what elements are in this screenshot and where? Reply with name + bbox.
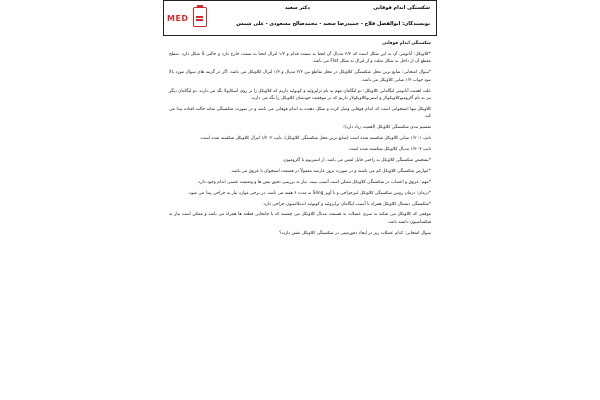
paragraph: کلاویکل تنها استخوانی است که اندام فوقانی وصل کرده و شکل دهنده به اندام فوقانی می باشد و در صورت شکستگی شانه حالت افتاده پیدا می کند. (169, 106, 431, 120)
logo-text: MED (167, 14, 189, 23)
paragraph: *درمان: درمان روتین شکستگی کلاویکل غیرجراحی و با آویز Sling به مدت ۶ هفته می باشد. در برخی موارد نیاز به جراحی پیدا می شود. (187, 190, 431, 196)
paragraph: علت اهمیت آناتومی لیگامانی کلاویکل: دو لیگامان مهم به نام تراپزوئید و کونوئید داریم که کلاویکل را بر روی اسکاپولا نگه می دارند. دو لیگامان دیگر نیز به نام آکرومیوکلاویکولار و استرنوکلاویکولار داریم که در موقعیت خودشان کلاویکل را نگه می دارند. (169, 88, 431, 101)
document-title: شکستگی اندام فوقانی (373, 5, 430, 11)
clipboard-icon (193, 7, 207, 27)
document-page (163, 0, 437, 400)
paragraph: سوال امتحانی: کدام عضلات زیر در ایجاد دفورمیتی در شکستگی کلاویکل نقش دارند؟ (279, 230, 431, 236)
paragraph: تایپ ۳: ۱/۳ مدیال کلاویکل شکسته شده است. (348, 146, 431, 152)
med-logo (167, 7, 211, 31)
paragraph: *تشخیص شکستگی کلاویکل به راحتی قابل لمس می باشد. از استرنوم تا آکرومیون. (282, 157, 431, 163)
paragraph: *مهم: عروق و اعصاب در شکستگی کلاویکل ممکن است آسیب ببیند. نیاز به بررسی دقیق نبض ها و وضعیت عصبی اندام وجود دارد. (197, 179, 431, 185)
paragraph: تایپ ۱: ۱/۳ میانی کلاویکل شکسته شده است (شایع ترین محل شکستگی کلاویکل). تایپ ۲: ۱/۳ لترال کلاویکل شکسته شده است. (199, 136, 431, 142)
document-header (163, 0, 437, 36)
paragraph: تقسیم بندی شکستگی کلاویکل (اهمیت زیاد دارد): (342, 125, 431, 131)
section-heading: شکستگی اندام فوقانی (382, 41, 431, 46)
paragraph: *سوال امتحانی: شایع ترین محل شکستگی کلاویکل در محل تقاطع بین ۲/۳ مدیال و ۱/۳ لترال کلاویکل می باشد. اگر در گزینه های سوال مورد بالا نبود جواب ۱/۳ میانی کلاویکل می باشد. (169, 70, 431, 83)
paragraph: موقعی که کلاویکل می شکند به سری عضلات به قسمت مدیال کلاویکل می چسبند که با جابجایی قطعه ها همراه می باشد و ممکن است نیاز به فیکساسیون داشته باشد. (169, 212, 431, 225)
paragraph: *شکستگی دیستال کلاویکل همراه با آسیب لیگامان تراپزوئید و کونوئید اندیکاسیون جراحی دارد. (262, 201, 431, 207)
document-body (163, 40, 437, 241)
paragraph: *عوارض شکستگی کلاویکل کم می باشند و در صورت بروز عارضه معمولاً در قسمت استخوان یا عروق می باشد. (230, 168, 431, 174)
paragraph: *کلاویکل: آناتومی آن به این شکل است که ۲/۳ مدیال آن انحنا به سمت قدام و ۱/۳ لترال انحنا به سمت خارج دارد و حالتی S شکل دارد. سطح مقطع آن از داخل به شکل مثلث و از لترال به شکل Flat می باشد. (169, 51, 431, 65)
doctor-name: دکتر سعید (284, 5, 310, 11)
authors-line: نویسندگان: ابوالفضل فلاح - حمیدرضا سعید - محمدصالح مسعودی - علی شمس (236, 21, 430, 27)
